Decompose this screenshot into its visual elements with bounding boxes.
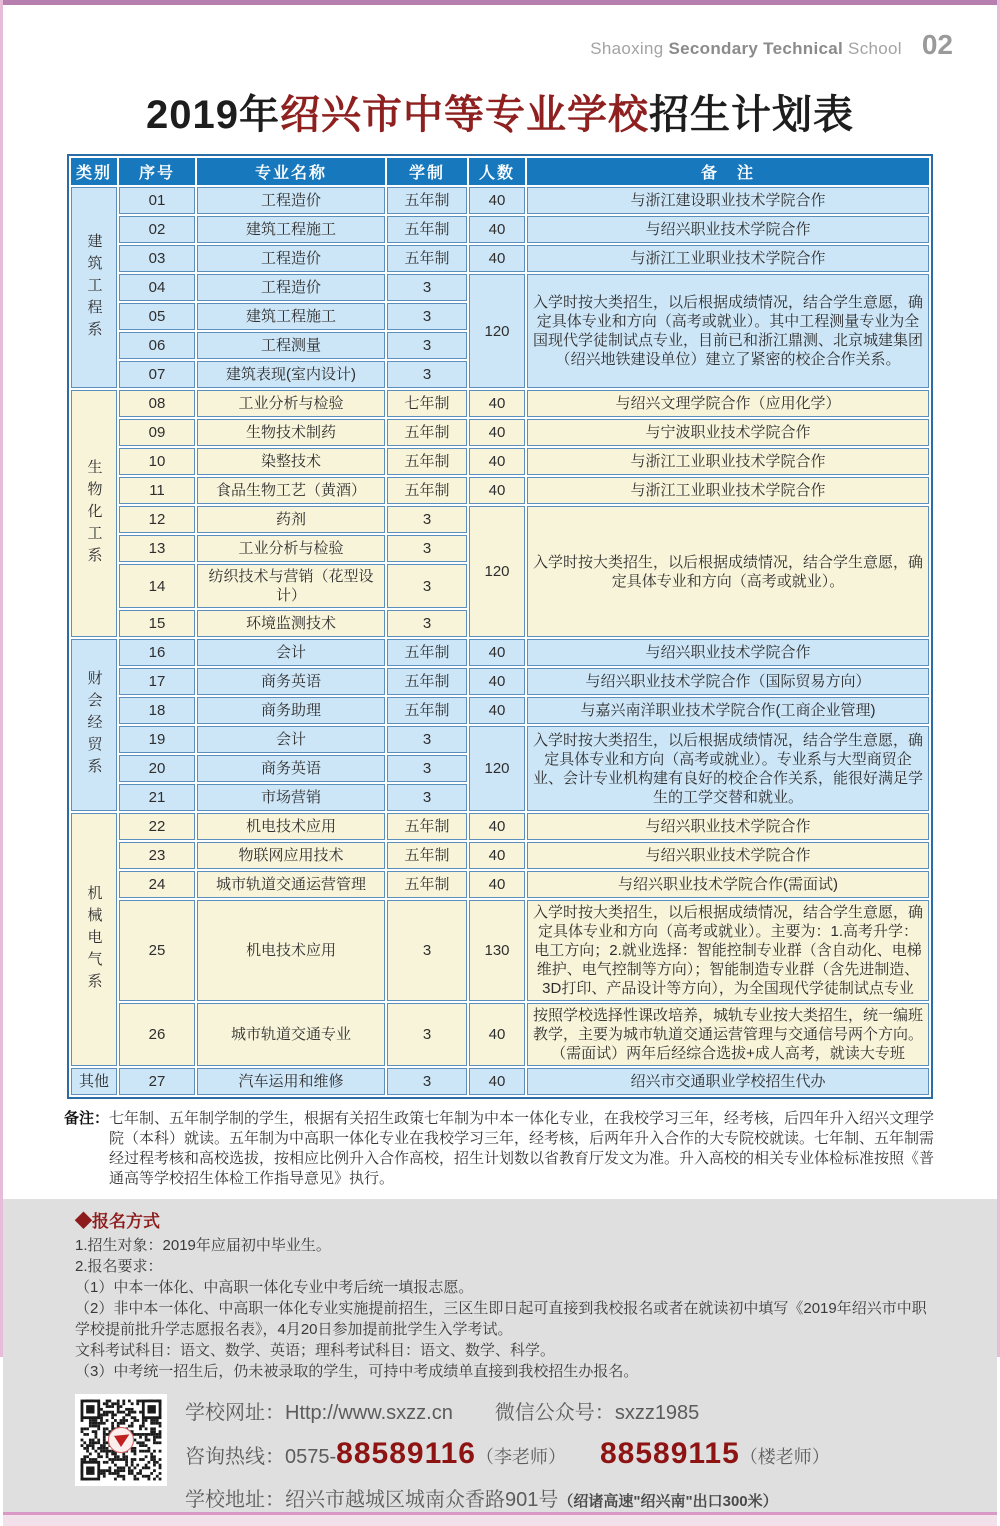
col-header-number: 序号 [119,158,195,185]
major-name-cell: 工程造价 [197,274,385,301]
student-count-cell: 40 [469,390,525,417]
row-number-cell: 14 [119,564,195,608]
student-count-cell: 130 [469,900,525,1001]
title-prefix: 2019年 [146,93,280,137]
apply-instruction-line: （2）非中本一体化、中高职一体化专业实施提前招生，三区生即日起可直接到我校报名或者在就读初中填写《2019年绍兴市中职学校提前批升学志愿报名表》，4月20日参加提前批学生入学考试。 [75,1300,927,1338]
major-name-cell: 会计 [197,726,385,753]
row-number-cell: 24 [119,871,195,898]
website-url: Http://www.sxzz.cn [285,1402,453,1424]
schooling-years-cell: 3 [387,274,467,301]
row-number-cell: 19 [119,726,195,753]
qr-code-icon [75,1394,167,1486]
row-number-cell: 11 [119,477,195,504]
table-row [71,697,929,724]
major-name-cell: 工程造价 [197,187,385,214]
remark-cell: 与浙江工业职业技术学院合作 [527,245,929,272]
table-row [71,726,929,753]
row-number-cell: 03 [119,245,195,272]
remark-cell: 与浙江工业职业技术学院合作 [527,477,929,504]
page-number: 02 [921,29,953,60]
table-row [71,187,929,214]
major-name-cell: 城市轨道交通运营管理 [197,871,385,898]
row-number-cell: 09 [119,419,195,446]
student-count-cell: 120 [469,274,525,388]
school-name-english: Shaoxing Secondary Technical School [590,39,902,58]
schooling-years-cell: 3 [387,303,467,330]
application-panel [3,1199,997,1512]
student-count-cell: 40 [469,216,525,243]
major-name-cell: 染整技术 [197,448,385,475]
table-row [71,842,929,869]
schooling-years-cell: 五年制 [387,419,467,446]
schooling-years-cell: 3 [387,564,467,608]
col-header-category: 类别 [71,158,117,185]
row-number-cell: 21 [119,784,195,811]
row-number-cell: 22 [119,813,195,840]
major-name-cell: 建筑表现(室内设计) [197,361,385,388]
row-number-cell: 17 [119,668,195,695]
student-count-cell: 40 [469,419,525,446]
table-row [71,477,929,504]
student-count-cell: 40 [469,1068,525,1095]
schooling-years-cell: 五年制 [387,187,467,214]
row-number-cell: 27 [119,1068,195,1095]
major-name-cell: 环境监测技术 [197,610,385,637]
notes-text: 七年制、五年制学制的学生，根据有关招生政策七年制为中本一体化专业，在我校学习三年，经考核，后四年升入绍兴文理学院（本科）就读。五年制为中高职一体化专业在我校学习三年，经考核，后两年升入合作的大专院校就读。七年制、五年制需经过程考核和高校选拔，按相应比例升入合作高校，招生计划数以省教育厅发文为准。升入高校的相关专业体检标准按照《普通高等学校招生体检工作指导意见》执行。 [109,1110,935,1187]
student-count-cell: 40 [469,842,525,869]
table-header-row [71,158,929,185]
student-count-cell: 120 [469,506,525,637]
remark-cell: 与绍兴职业技术学院合作(需面试) [527,871,929,898]
row-number-cell: 26 [119,1003,195,1066]
contact-lines [185,1394,830,1512]
student-count-cell: 40 [469,639,525,666]
category-cell: 生物化工系 [71,390,117,637]
remark-cell: 与绍兴职业技术学院合作 [527,813,929,840]
table-row [71,216,929,243]
student-count-cell: 40 [469,871,525,898]
remark-cell: 入学时按大类招生，以后根据成绩情况，结合学生意愿，确定具体专业和方向（高考或就业）。专业系与大型商贸企业、会计专业机构建有良好的校企合作关系，能很好满足学生的工学交替和就业。 [527,726,929,811]
title-school-name: 绍兴市中等专业学校 [279,93,649,137]
schooling-years-cell: 3 [387,755,467,782]
row-number-cell: 13 [119,535,195,562]
row-number-cell: 12 [119,506,195,533]
row-number-cell: 25 [119,900,195,1001]
schooling-years-cell: 五年制 [387,216,467,243]
table-row [71,668,929,695]
apply-instruction-line: （1）中本一体化、中高职一体化专业中考后统一填报志愿。 [75,1279,474,1296]
wechat-id: sxzz1985 [614,1402,700,1424]
notes-section [64,1109,936,1189]
table-row [71,871,929,898]
notes-label: 备注： [64,1110,110,1127]
schooling-years-cell: 五年制 [387,697,467,724]
hotline-label: 咨询热线： [185,1446,285,1468]
apply-instruction-line: 文科考试科目：语文、数学、英语；理科考试科目：语文、数学、科学。 [75,1342,556,1359]
address-label: 学校地址： [185,1489,285,1511]
schooling-years-cell: 3 [387,784,467,811]
schooling-years-cell: 3 [387,361,467,388]
title-suffix: 招生计划表 [648,93,854,137]
col-header-count: 人数 [469,158,525,185]
schooling-years-cell: 3 [387,900,467,1001]
table-row [71,639,929,666]
major-name-cell: 汽车运用和维修 [197,1068,385,1095]
row-number-cell: 01 [119,187,195,214]
major-name-cell: 机电技术应用 [197,813,385,840]
remark-cell: 按照学校选择性课改培养，城轨专业按大类招生，统一编班教学，主要为城市轨道交通运营管理与交通信号两个方向。（需面试）两年后经综合选拔+成人高考，就读大专班 [527,1003,929,1066]
phone-1-contact-person: （李老师） [475,1447,566,1467]
major-name-cell: 食品生物工艺（黄酒） [197,477,385,504]
schooling-years-cell: 五年制 [387,871,467,898]
remark-cell: 入学时按大类招生，以后根据成绩情况，结合学生意愿，确定具体专业和方向（高考或就业）。 [527,506,929,637]
address-text: 绍兴市越城区城南众香路901号 [285,1489,559,1511]
remark-cell: 绍兴市交通职业学校招生代办 [527,1068,929,1095]
major-name-cell: 工程测量 [197,332,385,359]
schooling-years-cell: 3 [387,726,467,753]
schooling-years-cell: 3 [387,506,467,533]
bottom-border-strip [3,1512,997,1526]
apply-instructions [75,1235,939,1382]
page-title [3,83,997,140]
category-cell: 其他 [71,1068,117,1095]
schooling-years-cell: 五年制 [387,477,467,504]
page-header [3,5,997,61]
apply-instruction-line: 1.招生对象：2019年应届初中毕业生。 [75,1237,331,1254]
major-name-cell: 会计 [197,639,385,666]
remark-cell: 与绍兴职业技术学院合作 [527,842,929,869]
row-number-cell: 15 [119,610,195,637]
address-line [185,1483,830,1512]
apply-heading: ◆报名方式 [75,1212,160,1231]
student-count-cell: 120 [469,726,525,811]
table-row [71,1068,929,1095]
contact-section [75,1394,939,1512]
student-count-cell: 40 [469,477,525,504]
schooling-years-cell: 五年制 [387,245,467,272]
website-line [185,1396,830,1425]
hotline-prefix: 0575- [285,1446,337,1468]
major-name-cell: 商务助理 [197,697,385,724]
table-row [71,390,929,417]
table-row [71,813,929,840]
student-count-cell: 40 [469,697,525,724]
major-name-cell: 生物技术制药 [197,419,385,446]
major-name-cell: 工业分析与检验 [197,535,385,562]
remark-cell: 入学时按大类招生，以后根据成绩情况，结合学生意愿，确定具体专业和方向（高考或就业）。主要为：1.高考升学：电工方向；2.就业选择：智能控制专业群（含自动化、电梯维护、电气控制等方向）；智能制造专业群（含先进制造、3D打印、产品设计等方向），为全国现代学徒制试点专业 [527,900,929,1001]
schooling-years-cell: 五年制 [387,668,467,695]
schooling-years-cell: 七年制 [387,390,467,417]
table-row [71,419,929,446]
phone-number-2: 88589115 [599,1437,740,1470]
schooling-years-cell: 五年制 [387,813,467,840]
table-row [71,245,929,272]
major-name-cell: 商务英语 [197,668,385,695]
table-row [71,900,929,1001]
category-cell: 建筑工程系 [71,187,117,388]
remark-cell: 入学时按大类招生，以后根据成绩情况，结合学生意愿，确定具体专业和方向（高考或就业）。其中工程测量专业为全国现代学徒制试点专业，目前已和浙江鼎测、北京城建集团（绍兴地铁建设单位）建立了紧密的校企合作关系。 [527,274,929,388]
row-number-cell: 04 [119,274,195,301]
phone-number-1: 88589116 [336,1437,476,1470]
major-name-cell: 物联网应用技术 [197,842,385,869]
col-header-remark: 备 注 [527,158,929,185]
table-row [71,506,929,533]
remark-cell: 与嘉兴南洋职业技术学院合作(工商企业管理) [527,697,929,724]
student-count-cell: 40 [469,1003,525,1066]
schooling-years-cell: 3 [387,610,467,637]
row-number-cell: 16 [119,639,195,666]
schooling-years-cell: 3 [387,535,467,562]
row-number-cell: 10 [119,448,195,475]
row-number-cell: 02 [119,216,195,243]
major-name-cell: 药剂 [197,506,385,533]
major-name-cell: 工业分析与检验 [197,390,385,417]
major-name-cell: 城市轨道交通专业 [197,1003,385,1066]
schooling-years-cell: 五年制 [387,842,467,869]
major-name-cell: 建筑工程施工 [197,216,385,243]
apply-instruction-line: （3）中考统一招生后，仍未被录取的学生，可持中考成绩单直接到我校招生办报名。 [75,1363,639,1380]
remark-cell: 与绍兴职业技术学院合作 [527,216,929,243]
student-count-cell: 40 [469,448,525,475]
schooling-years-cell: 3 [387,1068,467,1095]
student-count-cell: 40 [469,668,525,695]
remark-cell: 与绍兴职业技术学院合作（国际贸易方向） [527,668,929,695]
major-name-cell: 工程造价 [197,245,385,272]
row-number-cell: 05 [119,303,195,330]
category-cell: 财会经贸系 [71,639,117,811]
row-number-cell: 06 [119,332,195,359]
row-number-cell: 07 [119,361,195,388]
major-name-cell: 商务英语 [197,755,385,782]
student-count-cell: 40 [469,245,525,272]
table-row [71,274,929,301]
remark-cell: 与绍兴文理学院合作（应用化学） [527,390,929,417]
row-number-cell: 08 [119,390,195,417]
student-count-cell: 40 [469,187,525,214]
major-name-cell: 机电技术应用 [197,900,385,1001]
category-cell: 机械电气系 [71,813,117,1066]
schooling-years-cell: 五年制 [387,448,467,475]
enrollment-plan-table [67,154,933,1099]
hotline-line [185,1437,830,1471]
remark-cell: 与浙江工业职业技术学院合作 [527,448,929,475]
table-row [71,1003,929,1066]
remark-cell: 与宁波职业技术学院合作 [527,419,929,446]
remark-cell: 与绍兴职业技术学院合作 [527,639,929,666]
address-note: （绍诸高速"绍兴南"出口300米） [558,1493,778,1510]
major-name-cell: 纺织技术与营销（花型设计） [197,564,385,608]
col-header-years: 学制 [387,158,467,185]
row-number-cell: 20 [119,755,195,782]
remark-cell: 与浙江建设职业技术学院合作 [527,187,929,214]
major-name-cell: 市场营销 [197,784,385,811]
col-header-major: 专业名称 [197,158,385,185]
schooling-years-cell: 五年制 [387,639,467,666]
row-number-cell: 23 [119,842,195,869]
row-number-cell: 18 [119,697,195,724]
wechat-label: 微信公众号： [494,1402,615,1424]
phone-2-contact-person: （楼老师） [739,1447,830,1467]
schooling-years-cell: 3 [387,332,467,359]
student-count-cell: 40 [469,813,525,840]
table-row [71,448,929,475]
major-name-cell: 建筑工程施工 [197,303,385,330]
schooling-years-cell: 3 [387,1003,467,1066]
website-label: 学校网址： [185,1402,285,1424]
apply-instruction-line: 2.报名要求： [75,1258,163,1275]
